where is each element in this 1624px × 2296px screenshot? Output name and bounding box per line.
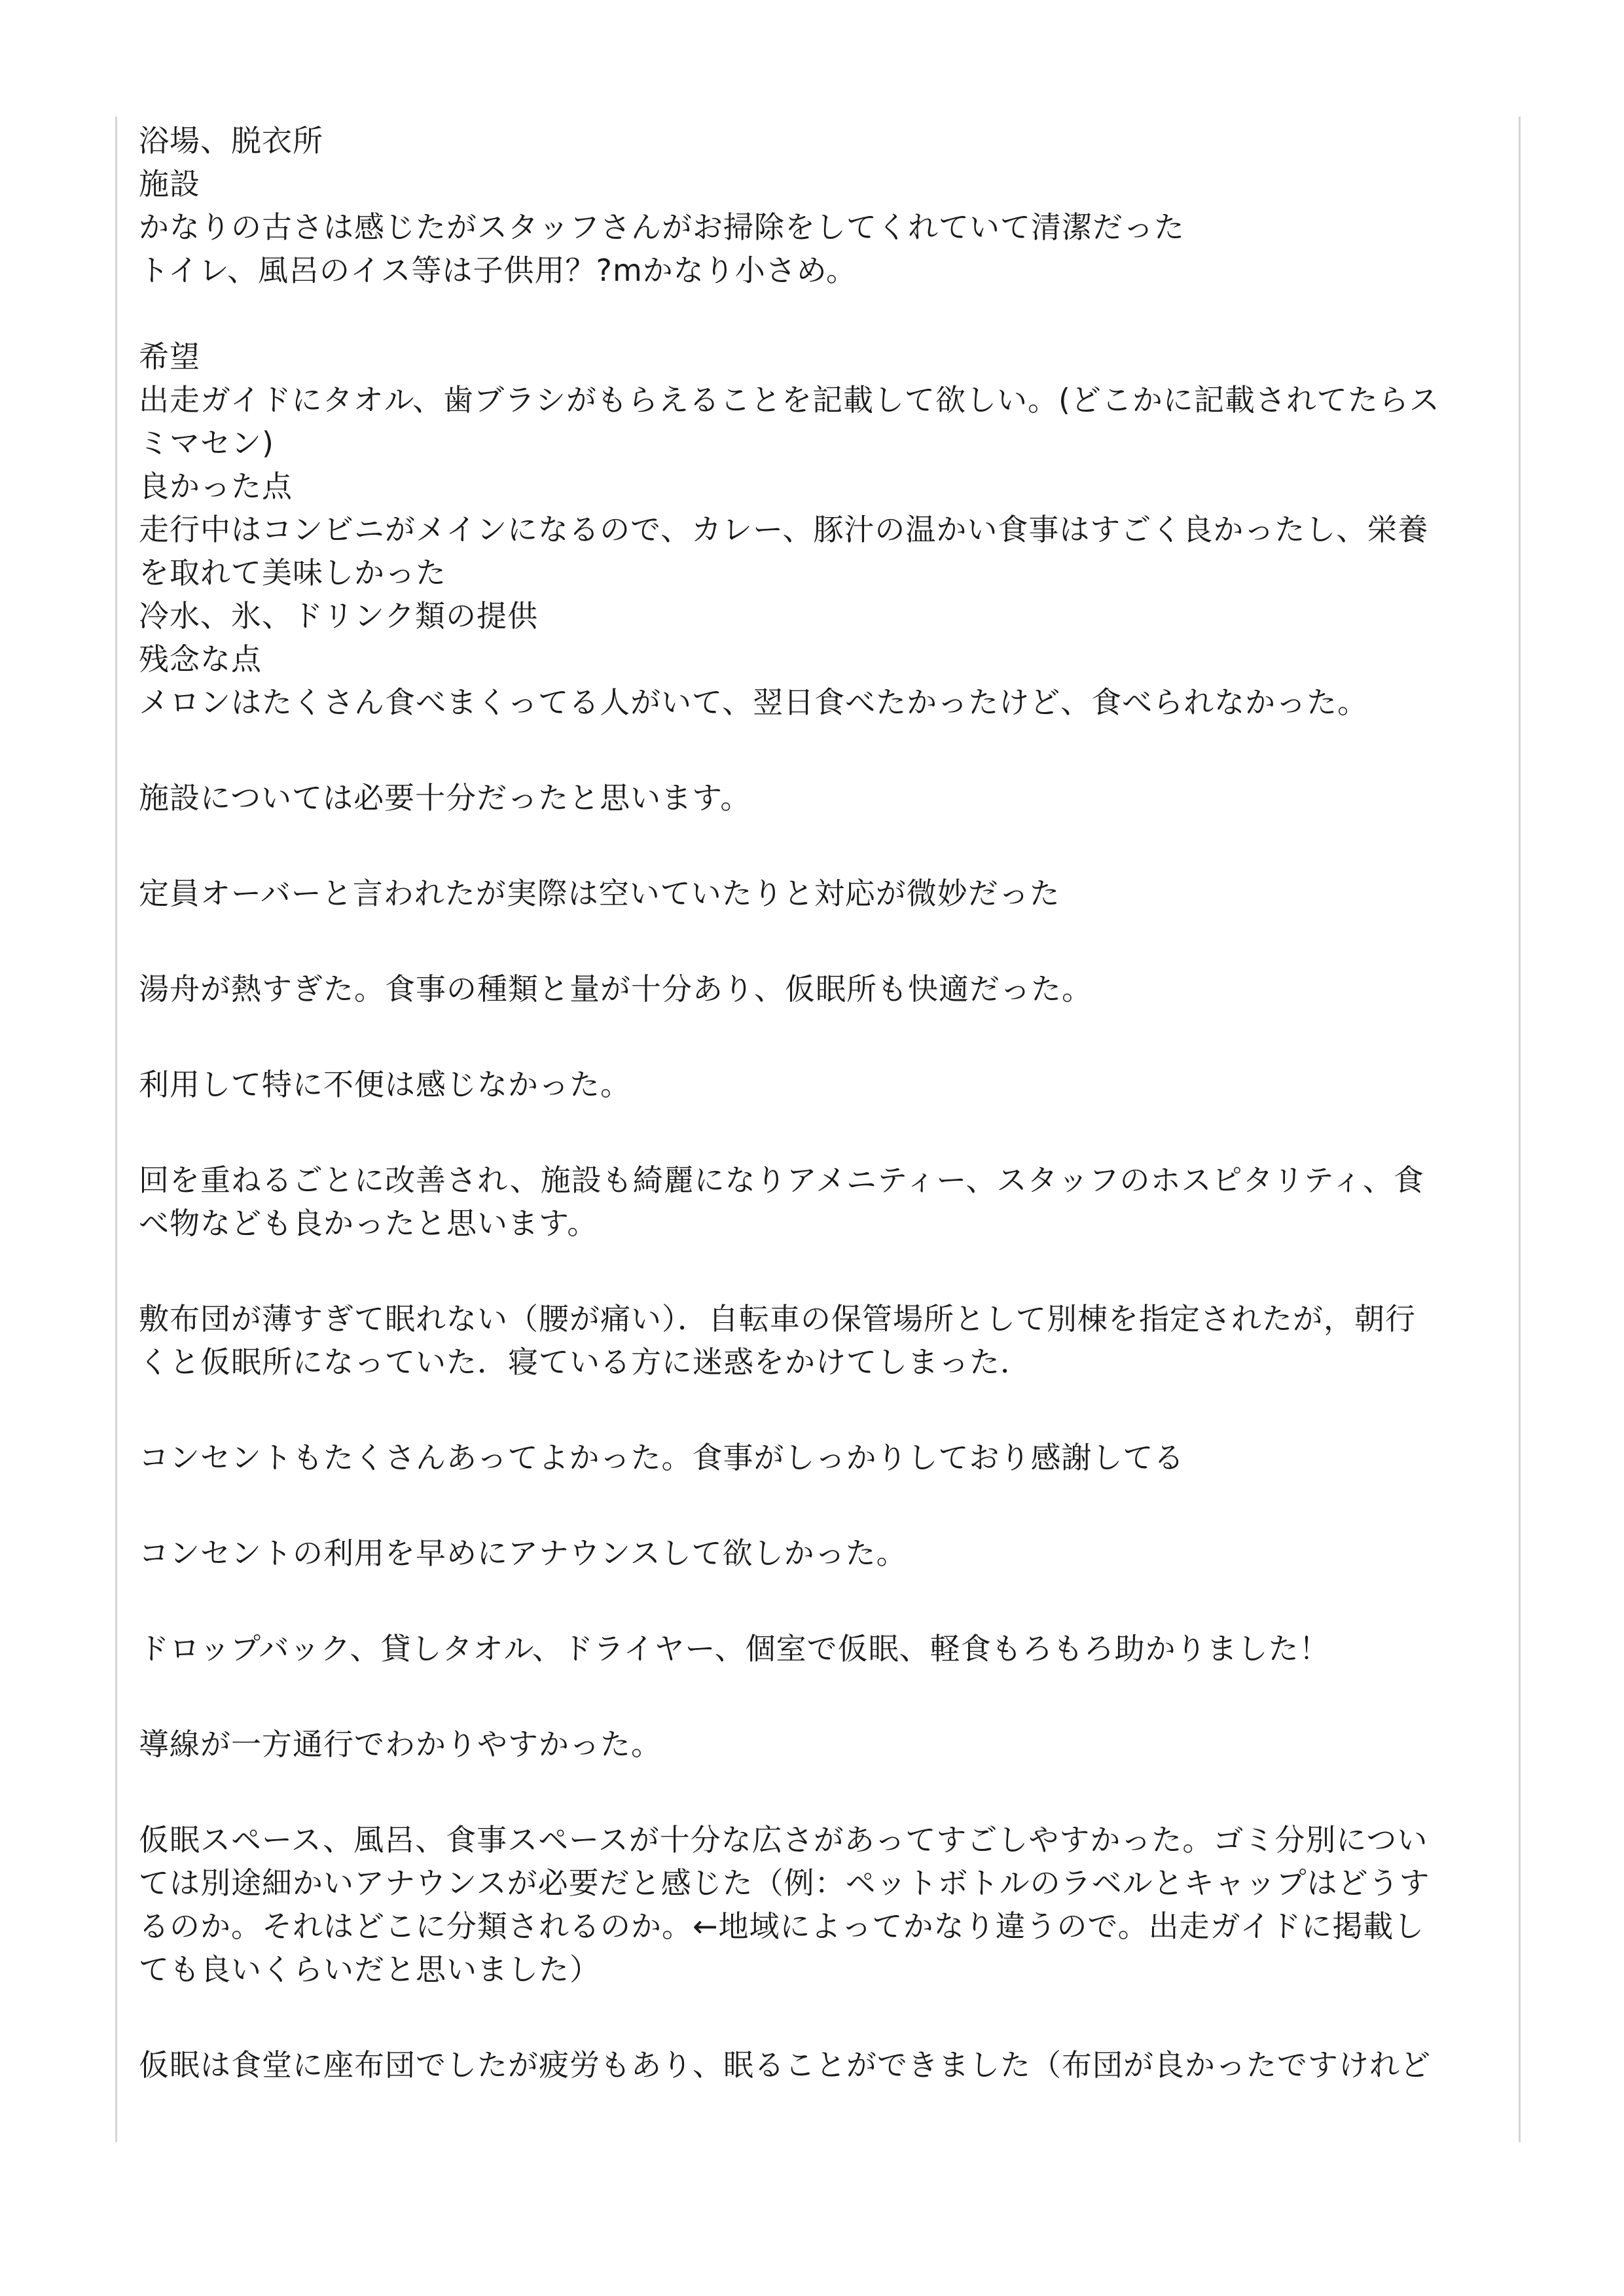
response-line: るのか。それはどこに分類されるのか。←地域によってかなり違うので。出走ガイドに掲載し [139,1909,1425,1944]
response-line: 仮眠は食堂に座布団でしたが疲労もあり、眠ることができました（布団が良かったですけれど [139,2047,1431,2083]
response-line: を取れて美味しかった [139,555,446,590]
response-block [139,1627,1468,1670]
blank-line [139,292,1468,335]
response-block [139,1532,1468,1575]
response-block [139,119,1468,724]
response-line: 利用して特に不便は感じなかった。 [139,1067,631,1102]
response-block [139,2043,1468,2087]
response-line: 冷水、氷、ドリンク類の提供 [139,598,539,634]
response-line: 仮眠スペース、風呂、食事スペースが十分な広さがあってすごしやすかった。ゴミ分別につい [139,1822,1428,1857]
response-line: 残念な点 [139,641,262,677]
response-line: 施設については必要十分だったと思います。 [139,780,751,816]
response-line: ても良いくらいだと思いました） [139,1952,600,1987]
response-line: 湯舟が熱すぎた。食事の種類と量が十分あり、仮眠所も快適だった。 [139,971,1092,1007]
response-line: トイレ、風呂のイス等は子供用？?mかなり小さめ。 [139,253,857,288]
response-line: 出走ガイドにタオル、歯ブラシがもらえることを記載して欲しい。(どこかに記載されてたらス [139,382,1440,418]
response-line: 走行中はコンビニがメインになるので、カレー、豚汁の温かい食事はすごく良かったし、栄養 [139,512,1429,547]
response-block [139,1818,1468,1991]
response-block [139,1063,1468,1106]
response-line: べ物なども良かったと思います。 [139,1206,598,1241]
response-block [139,1297,1468,1384]
response-line: ミマセン) [139,425,274,461]
response-list [139,119,1468,2139]
response-line: 施設 [139,166,200,202]
response-line: 回を重ねるごとに改善され、施設も綺麗になりアメニティー、スタッフのホスピタリティ、食 [139,1162,1424,1198]
response-block [139,776,1468,819]
response-line: ドロップバック、貸しタオル、ドライヤー、個室で仮眠、軽食もろもろ助かりました！ [139,1631,1330,1666]
response-line: くと仮眠所になっていた．寝ている方に迷惑をかけてしまった． [139,1344,1031,1380]
response-line: 導線が一方通行でわかりやすかった。 [139,1727,662,1762]
response-block [139,967,1468,1011]
response-line: メロンはたくさん食べまくってる人がいて、翌日食べたかったけど、食べられなかった。 [139,685,1369,720]
response-line: 希望 [139,339,200,374]
response-block [139,1436,1468,1479]
response-line: 敷布団が薄すぎて眠れない（腰が痛い）．自転車の保管場所として別棟を指定されたが，朝行 [139,1301,1416,1336]
response-line: 浴場、脱衣所 [139,123,323,158]
response-block [139,872,1468,915]
response-block [139,1723,1468,1766]
response-line: ては別途細かいアナウンスが必要だと感じた（例：ペットボトルのラベルとキャップはどうす [139,1865,1430,1901]
response-line: かなりの古さは感じたがスタッフさんがお掃除をしてくれていて清潔だった [139,209,1185,245]
response-line: 定員オーバーと言われたが実際は空いていたりと対応が微妙だった [139,876,1060,911]
response-line: コンセントもたくさんあってよかった。食事がしっかりしており感謝してる [139,1440,1185,1475]
response-block [139,1158,1468,1245]
response-line: 良かった点 [139,469,293,504]
response-line: コンセントの利用を早めにアナウンスして欲しかった。 [139,1535,907,1571]
